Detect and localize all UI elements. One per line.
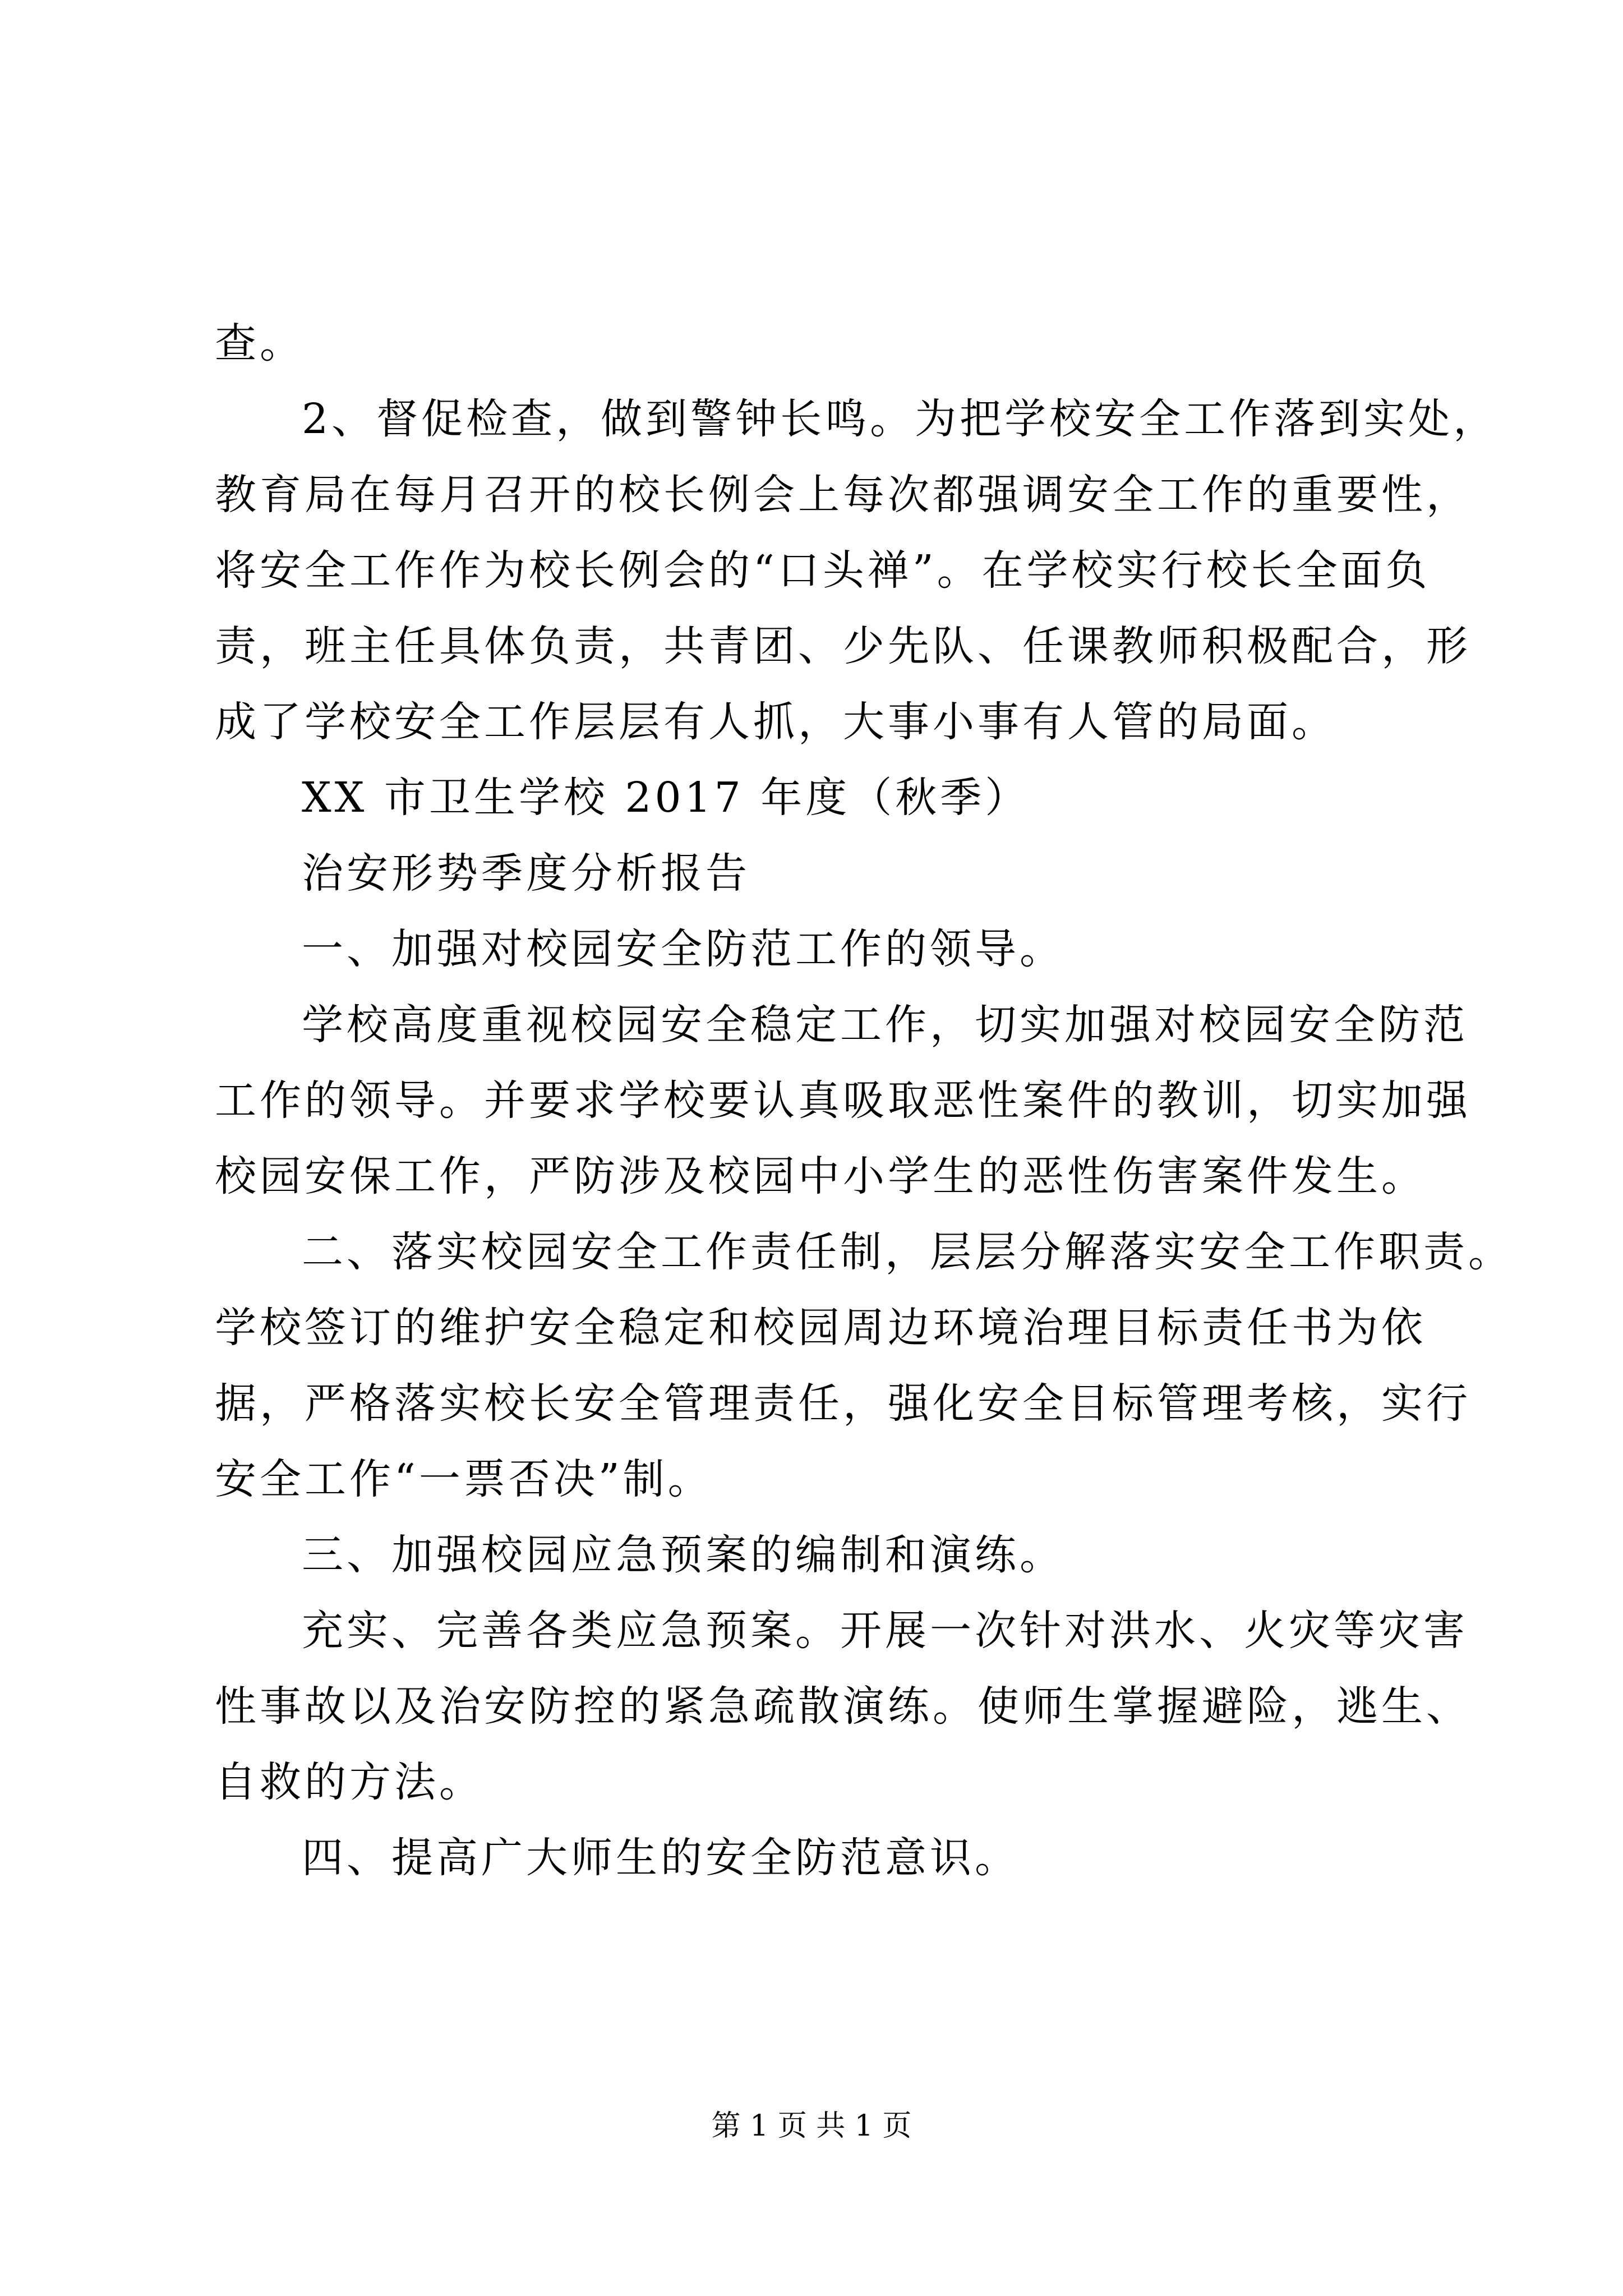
section-heading: 四、提高广大师生的安全防范意识。 [302,1834,1020,1882]
page-footer: 第 1 页 共 1 页 [711,2109,912,2143]
text-line: 2、督促检查，做到警钟长鸣。为把学校安全工作落到实处， [302,395,1498,443]
text-line: 学校签订的维护安全稳定和校园周边环境治理目标责任书为依 [215,1304,1426,1352]
document-body [215,306,1513,1896]
text-line: 性事故以及治安防控的紧急疏散演练。使师生掌握避险，逃生、 [215,1682,1471,1731]
text-line: 成了学校安全工作层层有人抓，大事小事有人管的局面。 [215,698,1336,746]
text-line: 教育局在每月召开的校长例会上每次都强调安全工作的重要性， [215,471,1471,519]
text-line: 责，班主任具体负责，共青团、少先队、任课教师积极配合，形 [215,622,1471,670]
text-line: 学校高度重视校园安全稳定工作，切实加强对校园安全防范 [302,1001,1468,1049]
text-line: 校园安保工作，严防涉及校园中小学生的恶性伤害案件发生。 [215,1152,1426,1200]
report-title-line-1: XX 市卫生学校 2017 年度（秋季） [302,774,1030,822]
report-title-line-2: 治安形势季度分析报告 [302,849,750,898]
text-line: 安全工作“一票否决”制。 [215,1455,713,1503]
text-line: 查。 [215,319,305,367]
section-heading: 二、落实校园安全工作责任制，层层分解落实安全工作职责。 [302,1228,1513,1276]
text-line: 据，严格落实校长安全管理责任，强化安全目标管理考核，实行 [215,1379,1471,1428]
text-line: 将安全工作作为校长例会的“口头禅”。在学校实行校长全面负 [215,546,1431,595]
text-line: 工作的领导。并要求学校要认真吸取恶性案件的教训，切实加强 [215,1076,1471,1125]
text-line: 充实、完善各类应急预案。开展一次针对洪水、火灾等灾害 [302,1607,1468,1655]
section-heading: 三、加强校园应急预案的编制和演练。 [302,1531,1064,1579]
text-line: 自救的方法。 [215,1758,484,1806]
section-heading: 一、加强对校园安全防范工作的领导。 [302,925,1064,973]
